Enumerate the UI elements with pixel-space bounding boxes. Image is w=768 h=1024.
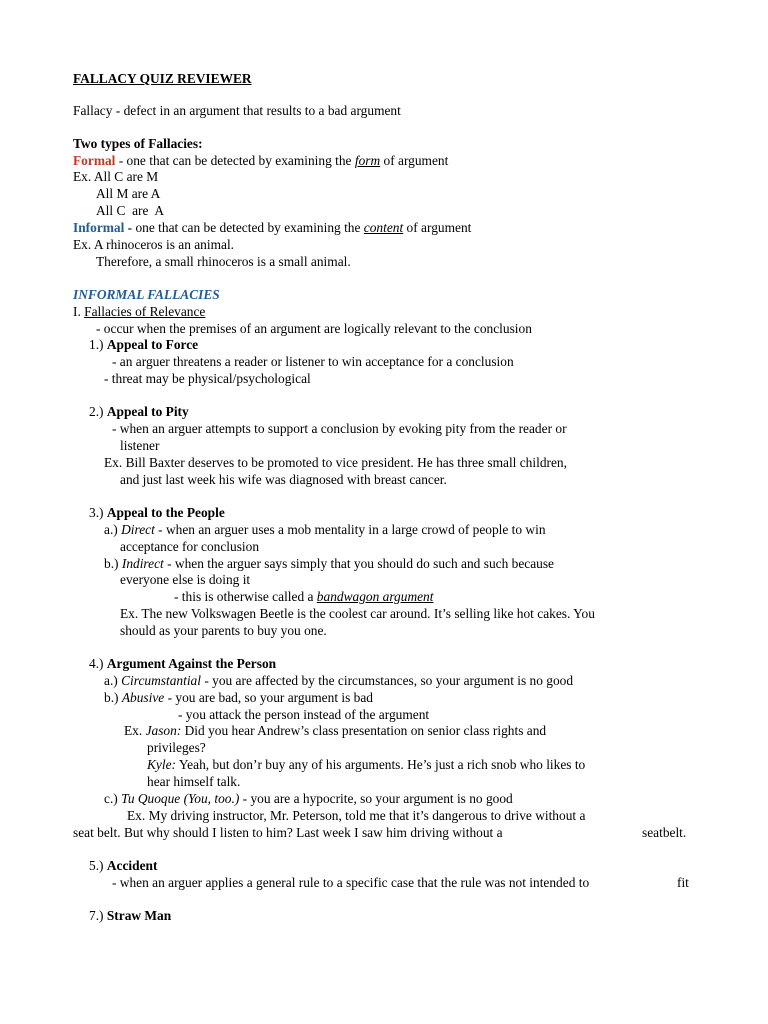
item-description: - when an arguer attempts to support a conclusion by evoking pity from the reader or xyxy=(112,421,567,436)
formal-label: Formal xyxy=(73,153,116,168)
item-appeal-to-pity: 2.) Appeal to Pity xyxy=(89,404,189,419)
item-description: - when an arguer applies a general rule to a specific case that the rule was not intended to xyxy=(112,875,590,890)
informal-label: Informal xyxy=(73,220,125,235)
bandwagon-note: - this is otherwise called a bandwagon argument xyxy=(174,589,434,604)
item-example: Ex. Jason: Did you hear Andrew’s class presentation on senior class rights and xyxy=(124,723,547,738)
form-emphasis: form xyxy=(354,153,381,168)
item-description: - an arguer threatens a reader or listener to win acceptance for a conclusion xyxy=(112,354,514,369)
item-description: fit xyxy=(677,875,689,890)
subitem-abusive: b.) Abusive - you are bad, so your argument is bad xyxy=(104,690,373,705)
subitem-tu-quoque: c.) Tu Quoque (You, too.) - you are a hypocrite, so your argument is no good xyxy=(104,791,513,806)
subitem-indirect: b.) Indirect - when the arguer says simply that you should do such and such because xyxy=(104,556,554,571)
content-emphasis: content xyxy=(363,220,404,235)
item-example: Ex. Bill Baxter deserves to be promoted to vice president. He has three small children, xyxy=(104,455,567,470)
item-description: everyone else is doing it xyxy=(120,572,251,587)
formal-example-line: Ex. All C are M xyxy=(73,169,159,184)
item-argument-against-person: 4.) Argument Against the Person xyxy=(89,656,277,671)
informal-definition: Informal - one that can be detected by examining the content of argument xyxy=(73,220,472,235)
types-heading: Two types of Fallacies: xyxy=(73,136,203,151)
item-description: - threat may be physical/psychological xyxy=(104,371,311,386)
informal-fallacies-heading: INFORMAL FALLACIES xyxy=(73,287,220,302)
item-example: Kyle: Yeah, but don’r buy any of his arguments. He’s just a rich snob who likes to xyxy=(147,757,586,772)
informal-example-line: Therefore, a small rhinoceros is a small animal. xyxy=(96,254,351,269)
item-description: acceptance for conclusion xyxy=(120,539,260,554)
item-straw-man: 7.) Straw Man xyxy=(89,908,172,923)
section-heading: I. Fallacies of Relevance xyxy=(73,304,206,319)
item-example: privileges? xyxy=(147,740,206,755)
formal-definition: Formal - one that can be detected by examining the form of argument xyxy=(73,153,449,168)
item-example: hear himself talk. xyxy=(147,774,241,789)
informal-example-line: Ex. A rhinoceros is an animal. xyxy=(73,237,235,252)
item-appeal-to-people: 3.) Appeal to the People xyxy=(89,505,225,520)
formal-example-line: All M are A xyxy=(96,186,161,201)
section-description: - occur when the premises of an argument are logically relevant to the conclusion xyxy=(96,321,532,336)
fallacy-definition: Fallacy - defect in an argument that results to a bad argument xyxy=(73,103,401,118)
item-example: Ex. The new Volkswagen Beetle is the coolest car around. It’s selling like hot cakes. You xyxy=(120,606,595,621)
formal-example-line: All C are A xyxy=(96,203,165,218)
doc-title: FALLACY QUIZ REVIEWER xyxy=(73,71,252,86)
subitem-direct: a.) Direct - when an arguer uses a mob mentality in a large crowd of people to win xyxy=(104,522,546,537)
item-example: seatbelt. xyxy=(642,825,687,840)
subitem-circumstantial: a.) Circumstantial - you are affected by the circumstances, so your argument is no good xyxy=(104,673,574,688)
item-example: should as your parents to buy you one. xyxy=(120,623,327,638)
item-example: and just last week his wife was diagnosed with breast cancer. xyxy=(120,472,447,487)
item-appeal-to-force: 1.) Appeal to Force xyxy=(89,337,199,352)
item-example: Ex. My driving instructor, Mr. Peterson, told me that it’s dangerous to drive without a xyxy=(127,808,586,823)
item-accident: 5.) Accident xyxy=(89,858,158,873)
item-description: listener xyxy=(120,438,160,453)
item-description: - you attack the person instead of the argument xyxy=(178,707,430,722)
item-example: seat belt. But why should I listen to him? Last week I saw him driving without a xyxy=(73,825,503,840)
